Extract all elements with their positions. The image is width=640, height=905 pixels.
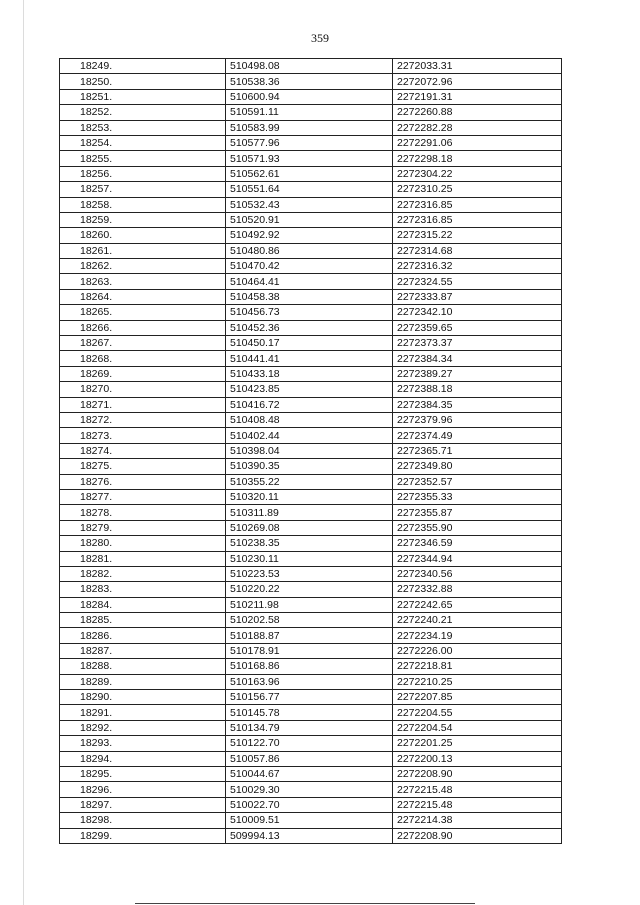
point-number-cell: 18289. — [60, 674, 226, 689]
point-number-cell: 18287. — [60, 643, 226, 658]
x-coordinate-cell: 510498.08 — [226, 59, 393, 74]
y-coordinate-cell: 2272346.59 — [393, 536, 562, 551]
x-coordinate-cell: 510402.44 — [226, 428, 393, 443]
x-coordinate-cell: 510398.04 — [226, 443, 393, 458]
table-row — [60, 751, 562, 766]
point-number-cell: 18282. — [60, 566, 226, 581]
table-row — [60, 474, 562, 489]
table-row — [60, 228, 562, 243]
y-coordinate-cell: 2272314.68 — [393, 243, 562, 258]
point-number-cell: 18266. — [60, 320, 226, 335]
table-row — [60, 459, 562, 474]
point-number-cell: 18291. — [60, 705, 226, 720]
x-coordinate-cell: 510269.08 — [226, 520, 393, 535]
table-row — [60, 120, 562, 135]
x-coordinate-cell: 510492.92 — [226, 228, 393, 243]
table-row — [60, 443, 562, 458]
x-coordinate-cell: 510571.93 — [226, 151, 393, 166]
x-coordinate-cell: 510355.22 — [226, 474, 393, 489]
table-row — [60, 797, 562, 812]
table-row — [60, 613, 562, 628]
x-coordinate-cell: 510122.70 — [226, 736, 393, 751]
y-coordinate-cell: 2272389.27 — [393, 366, 562, 381]
y-coordinate-cell: 2272384.35 — [393, 397, 562, 412]
point-number-cell: 18295. — [60, 766, 226, 781]
y-coordinate-cell: 2272208.90 — [393, 766, 562, 781]
x-coordinate-cell: 510532.43 — [226, 197, 393, 212]
y-coordinate-cell: 2272072.96 — [393, 74, 562, 89]
table-row — [60, 690, 562, 705]
y-coordinate-cell: 2272204.54 — [393, 720, 562, 735]
point-number-cell: 18281. — [60, 551, 226, 566]
y-coordinate-cell: 2272234.19 — [393, 628, 562, 643]
coordinate-table — [59, 58, 562, 844]
point-number-cell: 18283. — [60, 582, 226, 597]
table-body — [60, 59, 562, 844]
y-coordinate-cell: 2272240.21 — [393, 613, 562, 628]
y-coordinate-cell: 2272384.34 — [393, 351, 562, 366]
y-coordinate-cell: 2272210.25 — [393, 674, 562, 689]
table-row — [60, 720, 562, 735]
table-row — [60, 166, 562, 181]
table-row — [60, 782, 562, 797]
x-coordinate-cell: 510145.78 — [226, 705, 393, 720]
table-row — [60, 566, 562, 581]
y-coordinate-cell: 2272215.48 — [393, 797, 562, 812]
table-row — [60, 351, 562, 366]
x-coordinate-cell: 510538.36 — [226, 74, 393, 89]
table-row — [60, 59, 562, 74]
x-coordinate-cell: 510520.91 — [226, 212, 393, 227]
point-number-cell: 18298. — [60, 813, 226, 828]
table-row — [60, 628, 562, 643]
y-coordinate-cell: 2272215.48 — [393, 782, 562, 797]
y-coordinate-cell: 2272316.85 — [393, 212, 562, 227]
y-coordinate-cell: 2272379.96 — [393, 412, 562, 427]
y-coordinate-cell: 2272298.18 — [393, 151, 562, 166]
point-number-cell: 18259. — [60, 212, 226, 227]
table-row — [60, 659, 562, 674]
point-number-cell: 18292. — [60, 720, 226, 735]
x-coordinate-cell: 510044.67 — [226, 766, 393, 781]
point-number-cell: 18284. — [60, 597, 226, 612]
x-coordinate-cell: 510464.41 — [226, 274, 393, 289]
x-coordinate-cell: 510480.86 — [226, 243, 393, 258]
table-row — [60, 505, 562, 520]
point-number-cell: 18293. — [60, 736, 226, 751]
y-coordinate-cell: 2272201.25 — [393, 736, 562, 751]
y-coordinate-cell: 2272260.88 — [393, 105, 562, 120]
table-row — [60, 336, 562, 351]
x-coordinate-cell: 510156.77 — [226, 690, 393, 705]
point-number-cell: 18277. — [60, 489, 226, 504]
table-row — [60, 551, 562, 566]
x-coordinate-cell: 509994.13 — [226, 828, 393, 843]
y-coordinate-cell: 2272365.71 — [393, 443, 562, 458]
y-coordinate-cell: 2272349.80 — [393, 459, 562, 474]
x-coordinate-cell: 510163.96 — [226, 674, 393, 689]
table-row — [60, 151, 562, 166]
table-row — [60, 289, 562, 304]
table-row — [60, 597, 562, 612]
point-number-cell: 18255. — [60, 151, 226, 166]
y-coordinate-cell: 2272388.18 — [393, 382, 562, 397]
y-coordinate-cell: 2272310.25 — [393, 182, 562, 197]
x-coordinate-cell: 510423.85 — [226, 382, 393, 397]
scan-edge — [23, 0, 24, 905]
table-row — [60, 74, 562, 89]
table-row — [60, 89, 562, 104]
y-coordinate-cell: 2272200.13 — [393, 751, 562, 766]
table-row — [60, 428, 562, 443]
page-number: 359 — [311, 31, 329, 45]
table-row — [60, 828, 562, 843]
y-coordinate-cell: 2272304.22 — [393, 166, 562, 181]
x-coordinate-cell: 510551.64 — [226, 182, 393, 197]
point-number-cell: 18286. — [60, 628, 226, 643]
point-number-cell: 18274. — [60, 443, 226, 458]
x-coordinate-cell: 510022.70 — [226, 797, 393, 812]
x-coordinate-cell: 510223.53 — [226, 566, 393, 581]
y-coordinate-cell: 2272344.94 — [393, 551, 562, 566]
y-coordinate-cell: 2272340.56 — [393, 566, 562, 581]
footer-rule — [135, 903, 475, 904]
point-number-cell: 18262. — [60, 259, 226, 274]
point-number-cell: 18260. — [60, 228, 226, 243]
table-row — [60, 243, 562, 258]
y-coordinate-cell: 2272355.33 — [393, 489, 562, 504]
point-number-cell: 18276. — [60, 474, 226, 489]
x-coordinate-cell: 510220.22 — [226, 582, 393, 597]
table-row — [60, 766, 562, 781]
x-coordinate-cell: 510390.35 — [226, 459, 393, 474]
point-number-cell: 18269. — [60, 366, 226, 381]
y-coordinate-cell: 2272214.38 — [393, 813, 562, 828]
point-number-cell: 18285. — [60, 613, 226, 628]
y-coordinate-cell: 2272352.57 — [393, 474, 562, 489]
y-coordinate-cell: 2272316.85 — [393, 197, 562, 212]
x-coordinate-cell: 510238.35 — [226, 536, 393, 551]
x-coordinate-cell: 510433.18 — [226, 366, 393, 381]
x-coordinate-cell: 510029.30 — [226, 782, 393, 797]
point-number-cell: 18254. — [60, 135, 226, 150]
table-row — [60, 536, 562, 551]
y-coordinate-cell: 2272333.87 — [393, 289, 562, 304]
y-coordinate-cell: 2272191.31 — [393, 89, 562, 104]
x-coordinate-cell: 510202.58 — [226, 613, 393, 628]
point-number-cell: 18253. — [60, 120, 226, 135]
y-coordinate-cell: 2272374.49 — [393, 428, 562, 443]
table-row — [60, 520, 562, 535]
table-row — [60, 412, 562, 427]
y-coordinate-cell: 2272226.00 — [393, 643, 562, 658]
point-number-cell: 18288. — [60, 659, 226, 674]
y-coordinate-cell: 2272207.85 — [393, 690, 562, 705]
table-row — [60, 320, 562, 335]
point-number-cell: 18272. — [60, 412, 226, 427]
y-coordinate-cell: 2272342.10 — [393, 305, 562, 320]
y-coordinate-cell: 2272324.55 — [393, 274, 562, 289]
point-number-cell: 18279. — [60, 520, 226, 535]
y-coordinate-cell: 2272208.90 — [393, 828, 562, 843]
point-number-cell: 18271. — [60, 397, 226, 412]
point-number-cell: 18267. — [60, 336, 226, 351]
table-row — [60, 105, 562, 120]
x-coordinate-cell: 510583.99 — [226, 120, 393, 135]
point-number-cell: 18251. — [60, 89, 226, 104]
x-coordinate-cell: 510456.73 — [226, 305, 393, 320]
point-number-cell: 18296. — [60, 782, 226, 797]
point-number-cell: 18297. — [60, 797, 226, 812]
point-number-cell: 18263. — [60, 274, 226, 289]
y-coordinate-cell: 2272291.06 — [393, 135, 562, 150]
point-number-cell: 18261. — [60, 243, 226, 258]
x-coordinate-cell: 510591.11 — [226, 105, 393, 120]
table-row — [60, 382, 562, 397]
x-coordinate-cell: 510134.79 — [226, 720, 393, 735]
y-coordinate-cell: 2272033.31 — [393, 59, 562, 74]
x-coordinate-cell: 510320.11 — [226, 489, 393, 504]
table-row — [60, 674, 562, 689]
point-number-cell: 18290. — [60, 690, 226, 705]
y-coordinate-cell: 2272359.65 — [393, 320, 562, 335]
table-row — [60, 259, 562, 274]
x-coordinate-cell: 510458.38 — [226, 289, 393, 304]
x-coordinate-cell: 510188.87 — [226, 628, 393, 643]
table-row — [60, 182, 562, 197]
table-row — [60, 212, 562, 227]
table-row — [60, 813, 562, 828]
y-coordinate-cell: 2272204.55 — [393, 705, 562, 720]
table-row — [60, 489, 562, 504]
x-coordinate-cell: 510230.11 — [226, 551, 393, 566]
table-row — [60, 736, 562, 751]
table-row — [60, 705, 562, 720]
y-coordinate-cell: 2272242.65 — [393, 597, 562, 612]
point-number-cell: 18299. — [60, 828, 226, 843]
x-coordinate-cell: 510441.41 — [226, 351, 393, 366]
x-coordinate-cell: 510009.51 — [226, 813, 393, 828]
x-coordinate-cell: 510416.72 — [226, 397, 393, 412]
y-coordinate-cell: 2272332.88 — [393, 582, 562, 597]
point-number-cell: 18280. — [60, 536, 226, 551]
x-coordinate-cell: 510452.36 — [226, 320, 393, 335]
point-number-cell: 18252. — [60, 105, 226, 120]
table-row — [60, 366, 562, 381]
point-number-cell: 18264. — [60, 289, 226, 304]
table-row — [60, 274, 562, 289]
x-coordinate-cell: 510408.48 — [226, 412, 393, 427]
table-row — [60, 643, 562, 658]
point-number-cell: 18273. — [60, 428, 226, 443]
x-coordinate-cell: 510562.61 — [226, 166, 393, 181]
point-number-cell: 18265. — [60, 305, 226, 320]
table-row — [60, 582, 562, 597]
point-number-cell: 18275. — [60, 459, 226, 474]
point-number-cell: 18294. — [60, 751, 226, 766]
x-coordinate-cell: 510178.91 — [226, 643, 393, 658]
point-number-cell: 18250. — [60, 74, 226, 89]
y-coordinate-cell: 2272282.28 — [393, 120, 562, 135]
y-coordinate-cell: 2272315.22 — [393, 228, 562, 243]
x-coordinate-cell: 510057.86 — [226, 751, 393, 766]
y-coordinate-cell: 2272355.90 — [393, 520, 562, 535]
x-coordinate-cell: 510577.96 — [226, 135, 393, 150]
point-number-cell: 18278. — [60, 505, 226, 520]
y-coordinate-cell: 2272218.81 — [393, 659, 562, 674]
table-row — [60, 305, 562, 320]
point-number-cell: 18256. — [60, 166, 226, 181]
point-number-cell: 18257. — [60, 182, 226, 197]
y-coordinate-cell: 2272355.87 — [393, 505, 562, 520]
point-number-cell: 18258. — [60, 197, 226, 212]
x-coordinate-cell: 510470.42 — [226, 259, 393, 274]
y-coordinate-cell: 2272373.37 — [393, 336, 562, 351]
table-row — [60, 397, 562, 412]
x-coordinate-cell: 510168.86 — [226, 659, 393, 674]
point-number-cell: 18268. — [60, 351, 226, 366]
table-row — [60, 135, 562, 150]
x-coordinate-cell: 510600.94 — [226, 89, 393, 104]
x-coordinate-cell: 510450.17 — [226, 336, 393, 351]
point-number-cell: 18249. — [60, 59, 226, 74]
point-number-cell: 18270. — [60, 382, 226, 397]
x-coordinate-cell: 510311.89 — [226, 505, 393, 520]
y-coordinate-cell: 2272316.32 — [393, 259, 562, 274]
x-coordinate-cell: 510211.98 — [226, 597, 393, 612]
table-row — [60, 197, 562, 212]
